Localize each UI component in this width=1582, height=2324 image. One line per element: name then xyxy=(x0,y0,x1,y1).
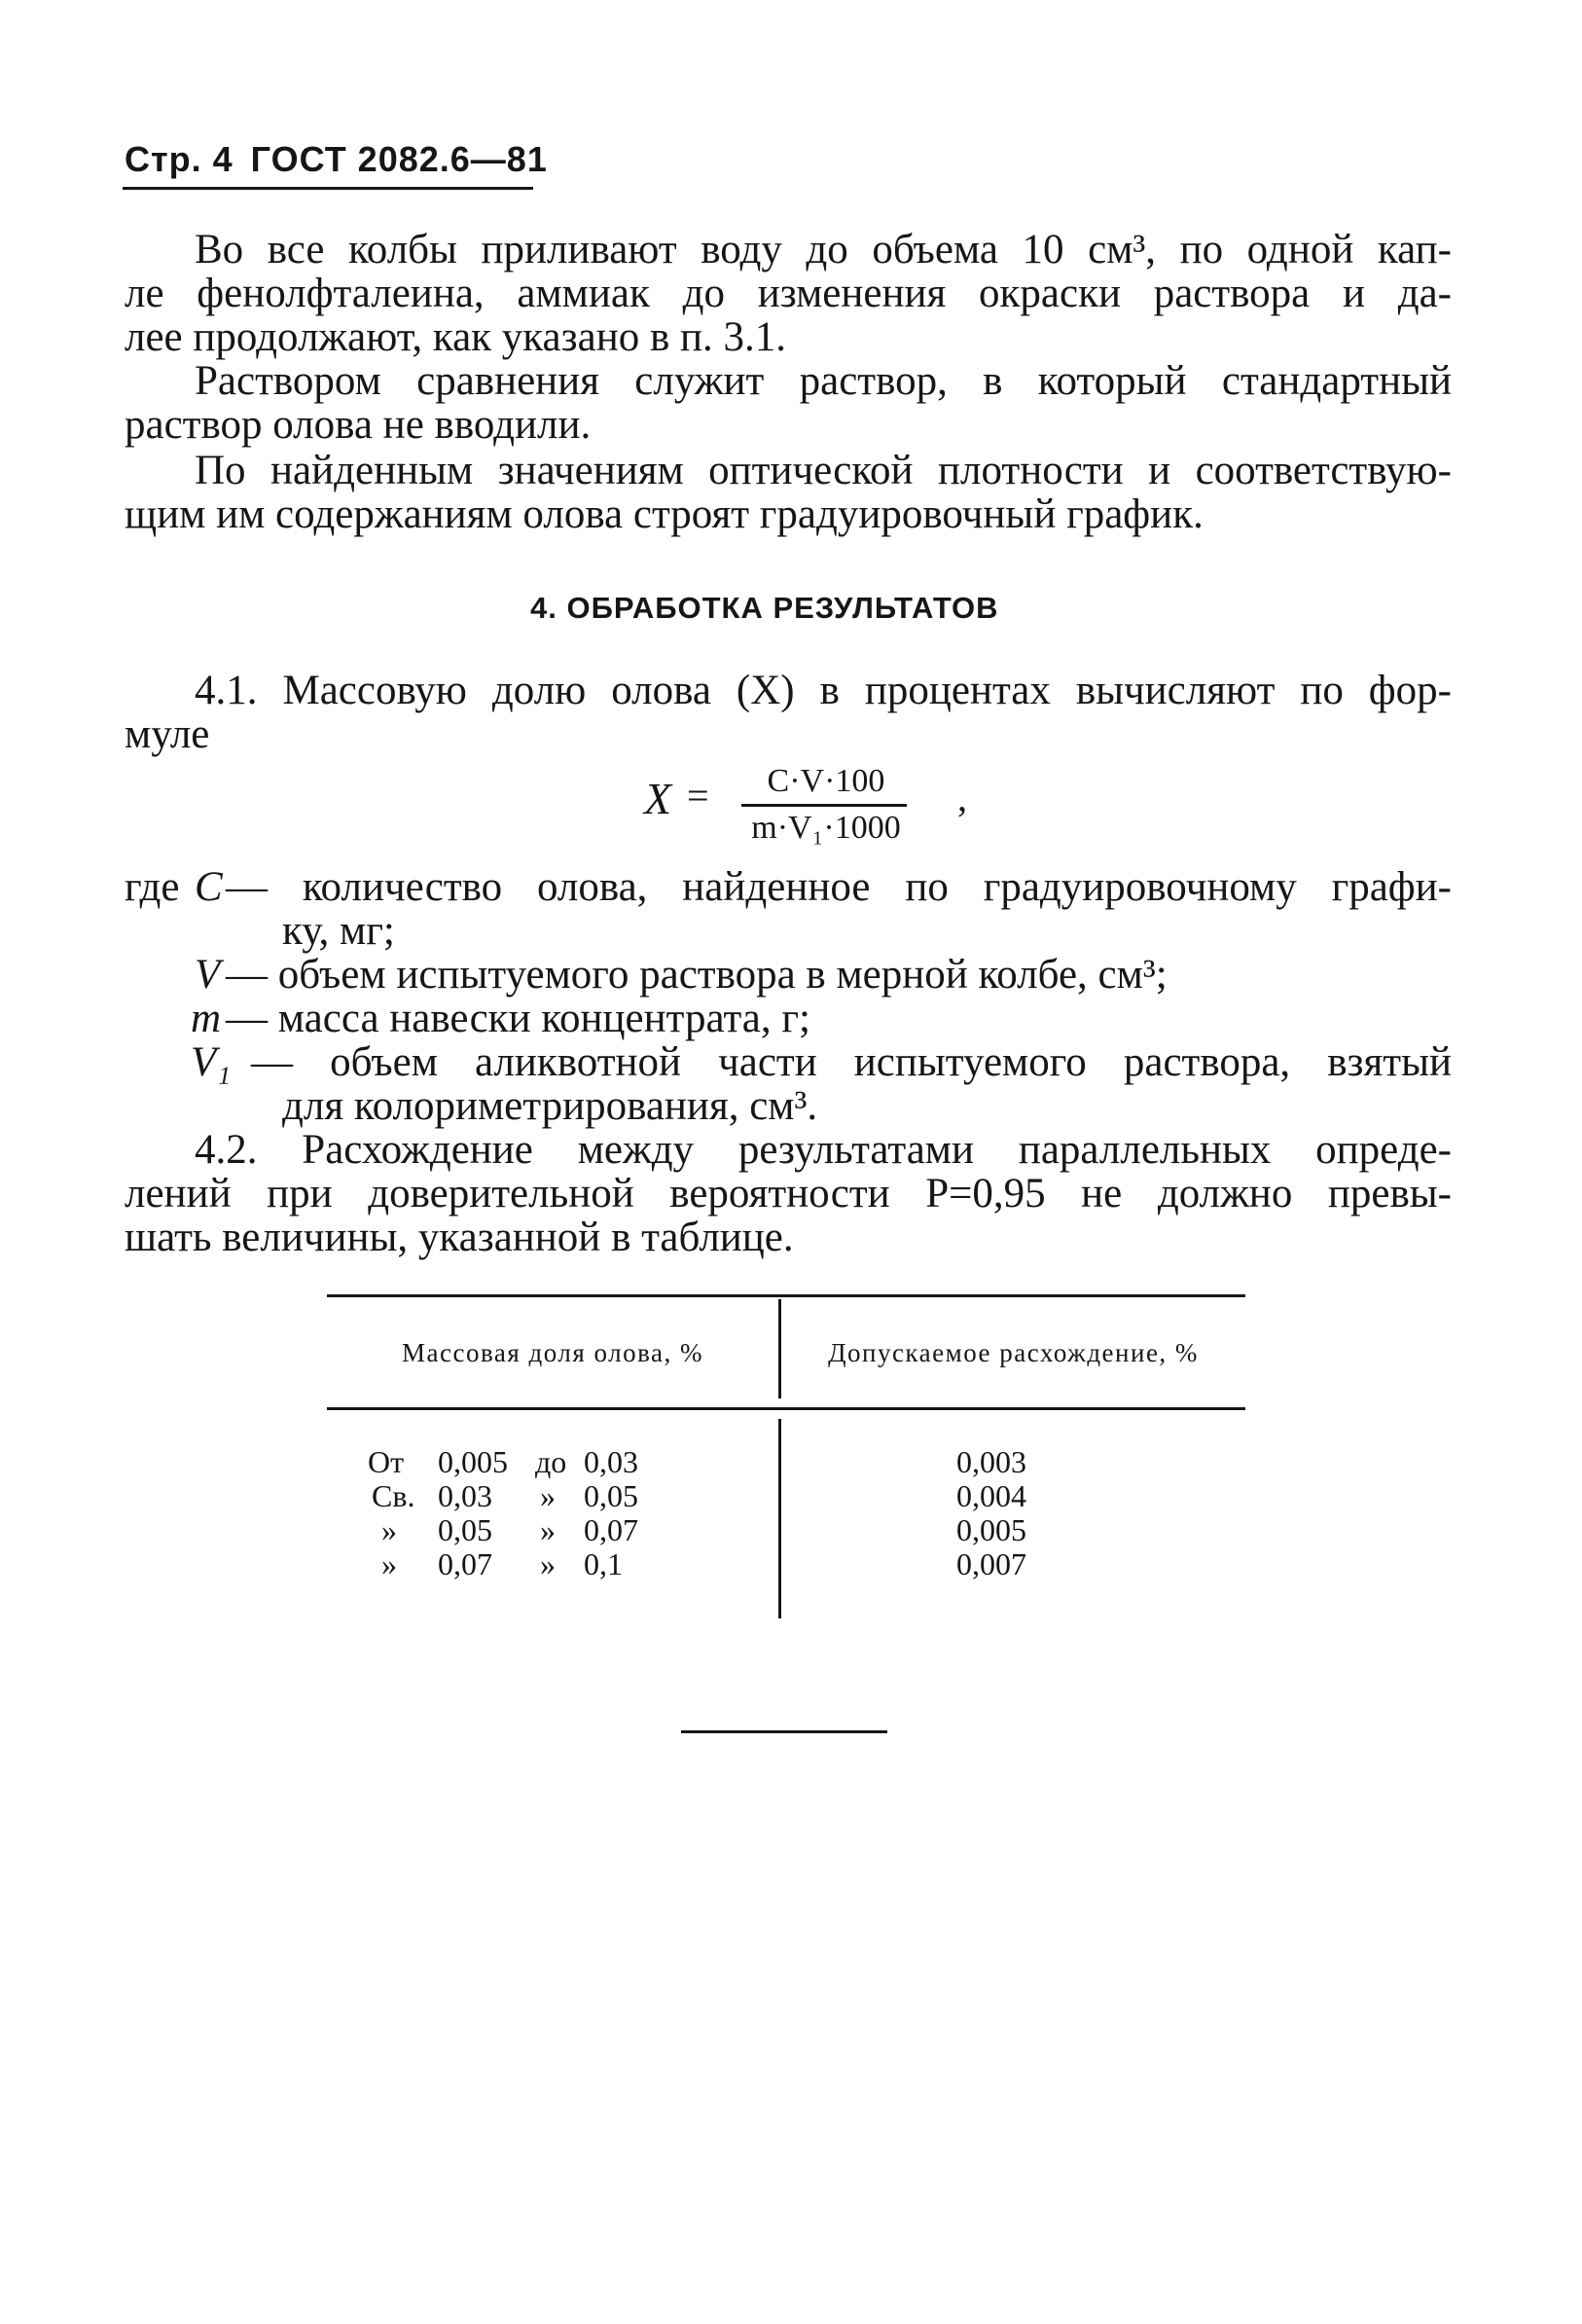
intro-p3-line1: По найденным значениям оптической плотности и соответствую- xyxy=(195,448,1452,493)
def-v-symbol: V xyxy=(195,952,221,998)
clause-4-1-line1: 4.1. Массовую долю олова (X) в процентах вычисляют по фор- xyxy=(195,668,1452,713)
table-header-rule xyxy=(327,1407,1245,1410)
def-v1-text2: для колориметрирования, см³. xyxy=(282,1083,818,1129)
formula-comma: , xyxy=(957,776,967,819)
table-row-2-to: 0,05 xyxy=(584,1478,638,1513)
header-underline xyxy=(123,187,533,190)
formula xyxy=(644,765,975,862)
table-row-3-to: 0,07 xyxy=(584,1512,638,1547)
table-row-3-tolerance: 0,005 xyxy=(956,1512,1026,1547)
clause-4-1-line2: муле xyxy=(125,711,210,757)
table-row-4-to: 0,1 xyxy=(584,1546,623,1581)
definitions-where: где xyxy=(125,864,180,910)
table-body-divider xyxy=(778,1419,781,1618)
formula-denominator: m·V₁·1000 xyxy=(751,810,901,846)
table-row-1-to: 0,03 xyxy=(584,1444,638,1479)
table-row-2-from: 0,03 xyxy=(438,1478,492,1513)
def-v-text: — объем испытуемого раствора в мерной колбе, см³; xyxy=(226,952,1168,998)
table-row-4-from: 0,07 xyxy=(438,1546,492,1581)
fraction-bar xyxy=(741,804,907,807)
def-c-text: — количество олова, найденное по градуировочному графи- xyxy=(226,864,1452,910)
table-row-3-sep: » xyxy=(540,1512,556,1547)
table-row-4-prefix: » xyxy=(381,1546,397,1581)
intro-p2-line1: Раствором сравнения служит раствор, в который стандартный xyxy=(195,358,1452,404)
table-row-4-tolerance: 0,007 xyxy=(956,1546,1026,1581)
table-row-2-sep: » xyxy=(540,1478,556,1513)
formula-numerator: C·V·100 xyxy=(767,763,885,799)
intro-p2-line2: раствор олова не вводили. xyxy=(125,402,592,448)
intro-p1-line1: Во все колбы приливают воду до объема 10 см³, по одной кап- xyxy=(195,227,1452,272)
page-header xyxy=(125,139,563,180)
section-heading: 4. ОБРАБОТКА РЕЗУЛЬТАТОВ xyxy=(530,591,999,625)
standard-number: ГОСТ 2082.6—81 xyxy=(250,139,548,179)
table-row-1-tolerance: 0,003 xyxy=(956,1444,1026,1479)
table-row-1-from: 0,005 xyxy=(438,1444,508,1479)
table-row-2-tolerance: 0,004 xyxy=(956,1478,1026,1513)
clause-4-2-line1: 4.2. Расхождение между результатами параллельных опреде- xyxy=(195,1127,1452,1173)
table-header-tolerance: Допускаемое расхождение, % xyxy=(828,1338,1199,1367)
table-row-2-prefix: Св. xyxy=(372,1478,415,1513)
table-row-1-prefix: От xyxy=(368,1444,405,1479)
formula-lhs: X xyxy=(644,774,672,823)
clause-4-2-line3: шать величины, указанной в таблице. xyxy=(125,1215,794,1260)
table-header-mass-fraction: Массовая доля олова, % xyxy=(401,1338,703,1367)
def-m-symbol: m xyxy=(191,996,222,1041)
def-m-text: — масса навески концентрата, г; xyxy=(226,996,810,1041)
intro-p1-line2: ле фенолфталеина, аммиак до изменения окраски раствора и да- xyxy=(125,271,1452,316)
end-rule xyxy=(681,1730,887,1733)
page-number: Стр. 4 xyxy=(125,139,234,179)
formula-equals: = xyxy=(687,774,709,817)
table-top-rule xyxy=(327,1294,1245,1297)
table-row-3-prefix: » xyxy=(381,1512,397,1547)
def-c-text2: ку, мг; xyxy=(282,908,395,954)
intro-p1-line3: лее продолжают, как указано в п. 3.1. xyxy=(125,314,787,360)
def-v1-symbol: V₁ xyxy=(191,1039,232,1085)
clause-4-2-line2: лений при доверительной вероятности P=0,95 не должно превы- xyxy=(125,1171,1452,1216)
table-row-4-sep: » xyxy=(540,1546,556,1581)
table-row-1-sep: до xyxy=(535,1444,567,1479)
def-c-symbol: C xyxy=(195,864,223,910)
table-row-3-from: 0,05 xyxy=(438,1512,492,1547)
intro-p3-line2: щим им содержаниям олова строят градуировочный график. xyxy=(125,491,1204,537)
def-v1-text: — объем аликвотной части испытуемого раствора, взятый xyxy=(251,1039,1452,1085)
